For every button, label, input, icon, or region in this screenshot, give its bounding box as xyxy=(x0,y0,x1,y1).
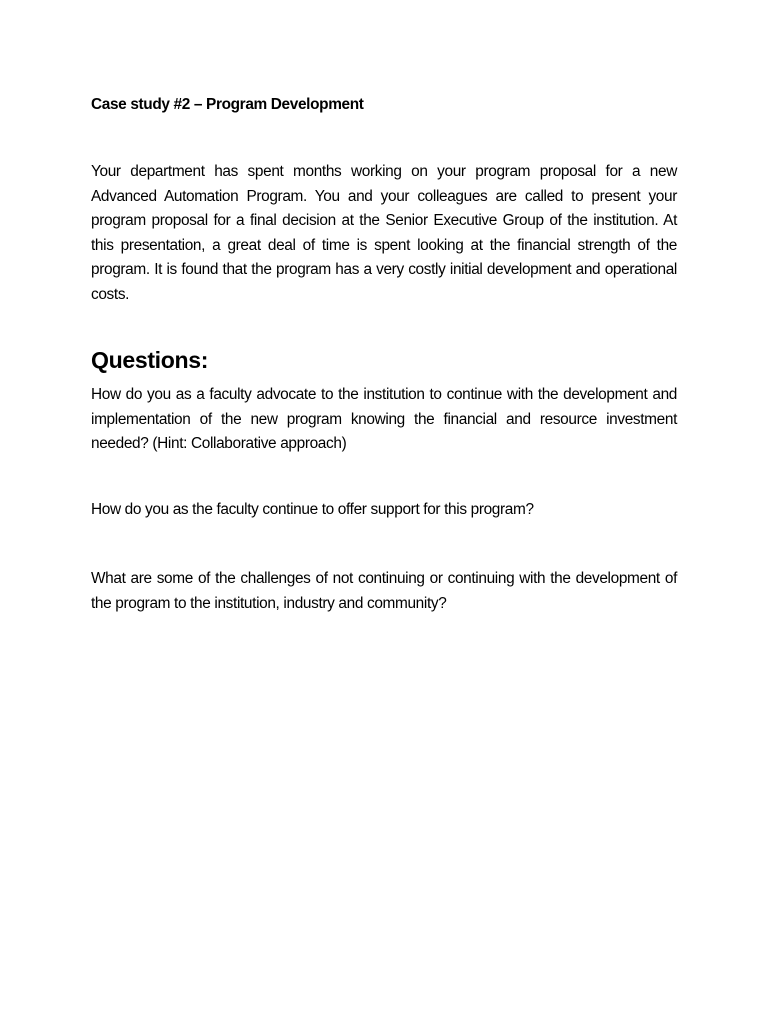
case-study-title: Case study #2 – Program Development xyxy=(91,96,364,113)
question-1: How do you as a faculty advocate to the institution to continue with the development and implementation of the new program knowing the financial and resource investment needed? (Hint: Collaborative approach) xyxy=(91,386,677,452)
question-3: What are some of the challenges of not continuing or continuing with the development of the program to the institution, industry and community? xyxy=(91,570,677,612)
intro-paragraph: Your department has spent months working on your program proposal for a new Advanced Automation Program. You and your colleagues are called to present your program proposal for a final decision at the Senior Executive Group of the institution. At this presentation, a great deal of time is spent looking at the financial strength of the program. It is found that the program has a very costly initial development and operational costs. xyxy=(91,163,677,303)
question-2: How do you as the faculty continue to offer support for this program? xyxy=(91,501,534,518)
questions-heading: Questions: xyxy=(91,347,209,373)
